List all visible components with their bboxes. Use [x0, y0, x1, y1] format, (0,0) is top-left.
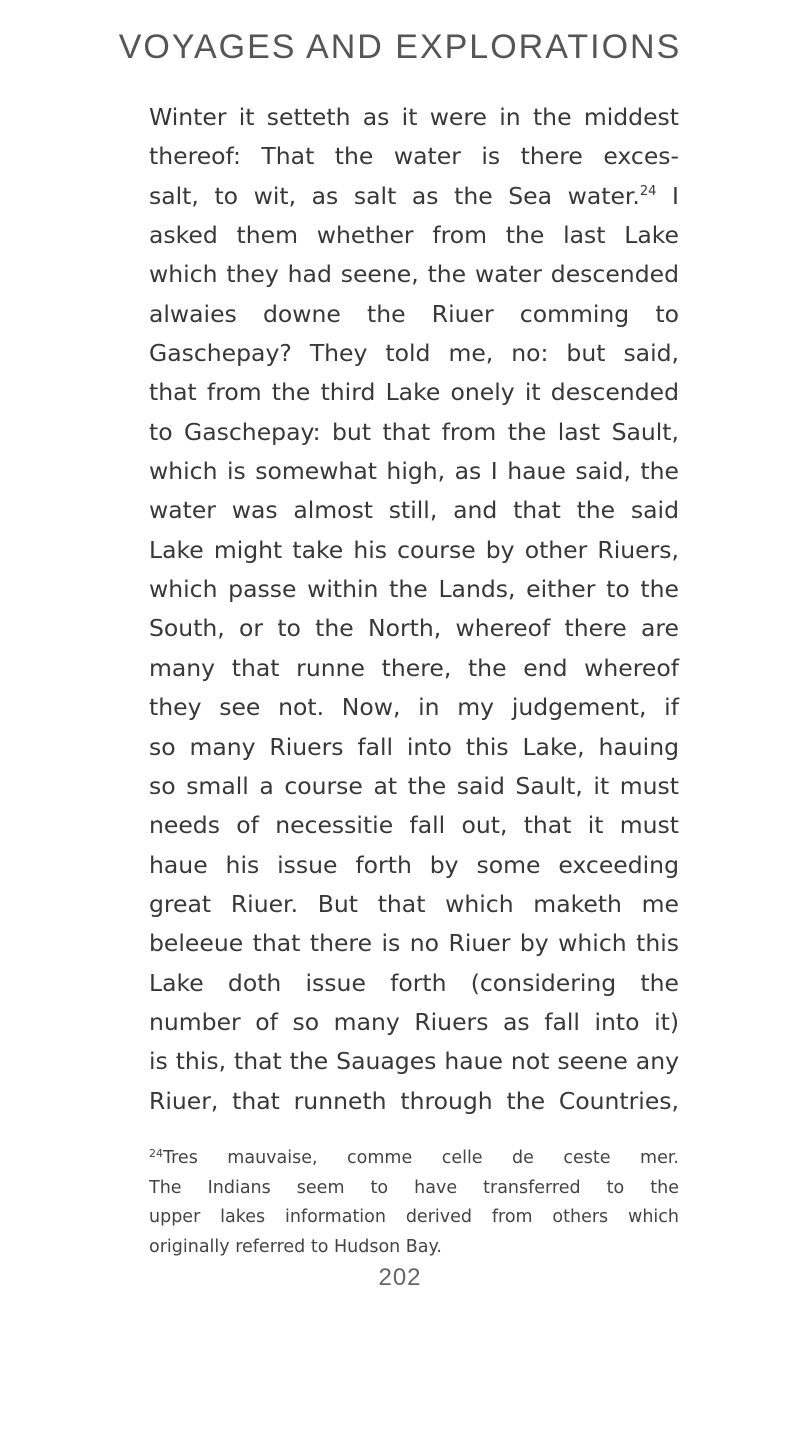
text-line: water was almost still, and that the said [149, 496, 679, 525]
text-line: great Riuer. But that which maketh me [149, 889, 679, 918]
text-line: needs of necessitie fall out, that it must [149, 811, 679, 840]
text-line-with-footnote-ref [149, 177, 679, 216]
text-line: many that runne there, the end whereof [149, 653, 679, 682]
text-line-segment-tail: I [672, 181, 679, 210]
footnote-line: The Indians seem to have transferred to the [149, 1177, 679, 1198]
text-line: that from the third Lake onely it descended [149, 378, 679, 407]
text-line: Riuer, that runneth through the Countries, [149, 1086, 679, 1115]
text-line: which they had seene, the water descended [149, 260, 679, 289]
text-line: so many Riuers fall into this Lake, hauing [149, 732, 679, 761]
text-line: so small a course at the said Sault, it must [149, 771, 679, 800]
footnote-text: Tres mauvaise, comme celle de ceste mer. [163, 1148, 679, 1168]
text-line: which is somewhat high, as I haue said, the [149, 457, 679, 486]
text-line: which passe within the Lands, either to the [149, 575, 679, 604]
footnote [149, 1144, 679, 1262]
text-line: thereof: That the water is there exces- [149, 142, 679, 171]
running-title: VOYAGES AND EXPLORATIONS [118, 28, 682, 66]
text-line: to Gaschepay: but that from the last Sault, [149, 417, 679, 446]
text-line: beleeue that there is no Riuer by which this [149, 929, 679, 958]
text-line: Gaschepay? They told me, no: but said, [149, 339, 679, 368]
footnote-line: originally referred to Hudson Bay. [149, 1236, 442, 1257]
text-line: Lake might take his course by other Riuers, [149, 535, 679, 564]
footnote-reference[interactable]: 24 [639, 183, 657, 199]
text-line: asked them whether from the last Lake [149, 221, 679, 250]
text-line: is this, that the Sauages haue not seene any [149, 1047, 679, 1076]
footnote-line-with-marker [149, 1144, 679, 1174]
text-line: Lake doth issue forth (considering the [149, 968, 679, 997]
text-line-segment: salt, to wit, as salt as the Sea water. [149, 181, 640, 210]
text-line: Winter it setteth as it were in the middest [149, 103, 679, 131]
text-line: haue his issue forth by some exceeding [149, 850, 679, 879]
text-line: South, or to the North, whereof there are [149, 614, 679, 643]
body-paragraph [149, 98, 679, 1121]
text-line: alwaies downe the Riuer comming to [149, 299, 679, 328]
text-line: they see not. Now, in my judgement, if [149, 693, 679, 722]
text-line: number of so many Riuers as fall into it) [149, 1007, 679, 1036]
footnote-line: upper lakes information derived from others which [149, 1207, 679, 1227]
page-number: 202 [378, 1264, 422, 1291]
footnote-marker: 24 [149, 1147, 163, 1160]
